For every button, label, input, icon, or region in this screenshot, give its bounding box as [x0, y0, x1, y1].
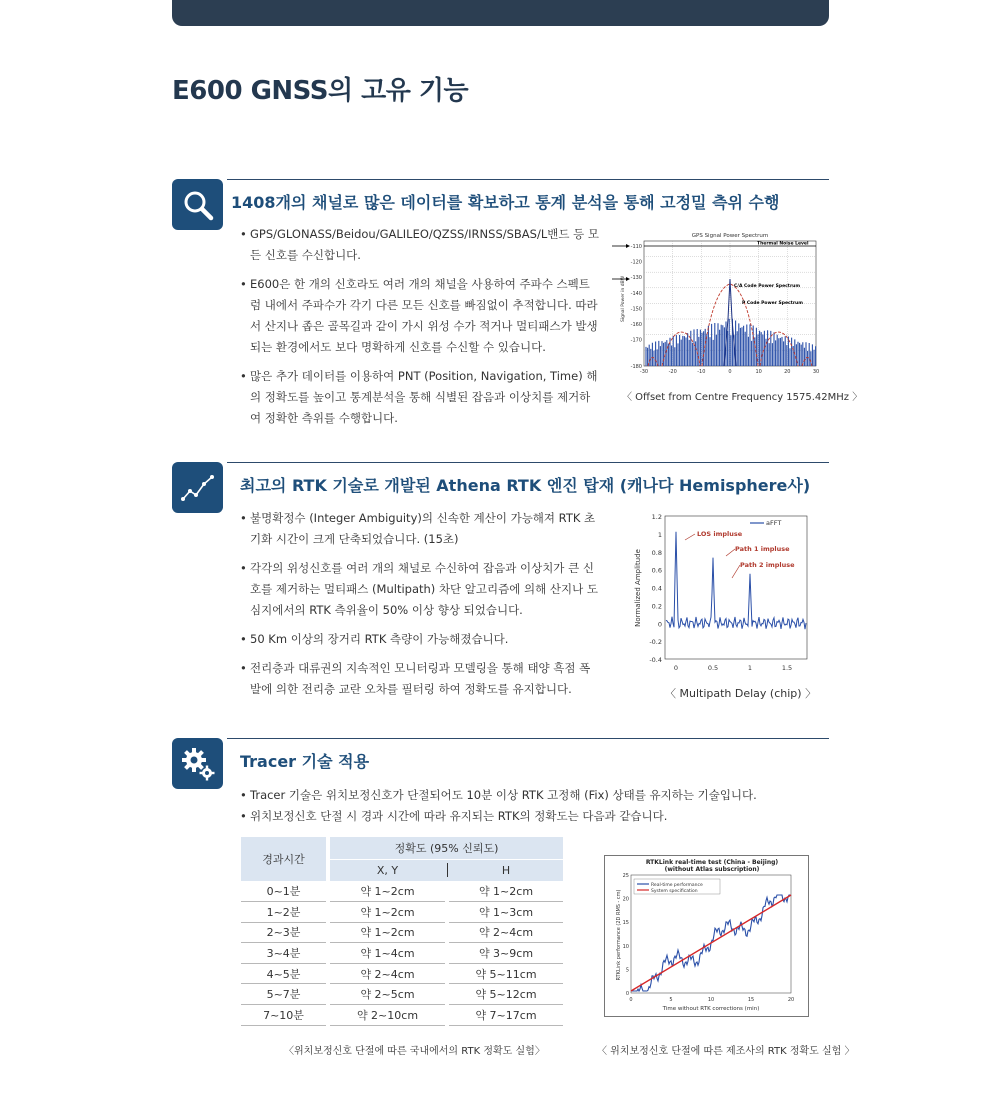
- search-icon: [172, 179, 223, 230]
- x-tick: 1.5: [781, 664, 793, 672]
- y-tick: -180: [630, 364, 642, 370]
- list-item: • E600은 한 개의 신호라도 여러 개의 채널을 사용하여 주파수 스펙트럼 내에서 주파수가 각기 다른 모든 신호를 빠짐없이 추적합니다. 따라서 산지나 좁은 골목길과 같이 가시 위성 수가 적거나 멀티패스가 발생되는 환경에서도 보다 명확하게 신호를 수신할 수 있습니다.: [240, 274, 600, 358]
- bullet-list: [240, 785, 829, 827]
- ca-label: C/A Code Power Spectrum: [734, 284, 801, 289]
- x-tick: -10: [697, 369, 706, 375]
- p-label: P Code Power Spectrum: [742, 301, 803, 306]
- y-tick: 0.2: [651, 602, 662, 611]
- x-tick: 20: [787, 997, 795, 1003]
- x-tick: 0: [629, 997, 633, 1003]
- list-item: • 위치보정신호 단절 시 경과 시간에 따라 유지되는 RTK의 정확도는 다음과 같습니다.: [240, 806, 829, 827]
- y-tick: -160: [630, 322, 642, 328]
- x-tick: 0: [673, 664, 679, 672]
- x-tick: 0: [728, 369, 732, 375]
- y-tick: 0.6: [651, 566, 662, 575]
- y-axis-label: Signal Power in dBW: [621, 275, 626, 323]
- x-tick: 20: [784, 369, 791, 375]
- y-tick: 5: [625, 967, 629, 974]
- path1-label: Path 1 impluse: [735, 545, 790, 553]
- y-tick: -0.2: [649, 638, 662, 647]
- table-row: 2~3분 약 1~2cm 약 2~4cm: [241, 922, 563, 943]
- table-header: X, Y: [330, 859, 445, 881]
- chart-title: RTKLink real-time test (China - Beijing): [645, 859, 779, 866]
- y-tick: 1: [657, 530, 662, 539]
- section-title: 1408개의 채널로 많은 데이터를 확보하고 통계 분석을 통해 고정밀 측위 수행: [231, 193, 780, 212]
- section-rtk: [172, 462, 829, 722]
- section-divider: [227, 738, 829, 739]
- y-tick: -0.4: [649, 656, 662, 664]
- list-item: • Tracer 기술은 위치보정신호가 단절되어도 10분 이상 RTK 고정해 (Fix) 상태를 유지하는 기술입니다.: [240, 785, 829, 806]
- y-tick: 15: [622, 920, 629, 927]
- top-banner: [172, 0, 829, 26]
- accuracy-table: [241, 837, 563, 1026]
- list-item: • 각각의 위성신호를 여러 개의 채널로 수신하여 잡음과 이상치가 큰 신호를 제거하는 멀티패스 (Multipath) 차단 알고리즘에 의해 산지나 도심지에서의 RTK 측위율이 50% 이상 향상 되었습니다.: [240, 558, 600, 621]
- legend-label: System specification: [651, 889, 698, 894]
- y-tick: 25: [622, 873, 629, 879]
- rtklink-chart: [604, 855, 809, 1017]
- section-divider: [227, 462, 829, 463]
- table-row: 4~5분 약 2~4cm 약 5~11cm: [241, 963, 563, 984]
- table-row: 7~10분 약 2~10cm 약 7~17cm: [241, 1005, 563, 1026]
- y-tick: 0.4: [651, 584, 662, 593]
- table-header: 경과시간: [241, 837, 326, 881]
- x-tick: 10: [755, 369, 762, 375]
- path2-label: Path 2 impluse: [740, 561, 795, 569]
- spectrum-chart: [612, 229, 822, 379]
- y-tick: -170: [630, 337, 642, 344]
- figure-caption: 〈 Multipath Delay (chip) 〉: [665, 687, 817, 700]
- y-tick: 0: [625, 991, 629, 997]
- section-divider: [227, 179, 829, 180]
- legend-label: Real-time performance: [651, 883, 703, 888]
- x-tick: -30: [639, 369, 649, 375]
- list-item: • 전리층과 대류권의 지속적인 모니터링과 모델링을 통해 태양 흑점 폭발에 의한 전리층 교란 오차를 필터링 하여 정확도를 유지합니다.: [240, 658, 600, 700]
- x-tick: 5: [669, 997, 673, 1003]
- table-caption: 〈위치보정신호 단절에 따른 국내에서의 RTK 정확도 실험〉: [284, 1046, 545, 1057]
- table-header: H: [449, 859, 563, 881]
- thermal-label: Thermal Noise Level: [757, 241, 809, 247]
- multipath-chart: [632, 510, 812, 675]
- x-tick: 30: [812, 369, 820, 375]
- section-title: Tracer 기술 적용: [240, 752, 370, 771]
- y-axis-label: RTKLink performance (2D RMS - cm): [616, 889, 622, 981]
- x-tick: 15: [747, 997, 755, 1003]
- trend-line-icon: [172, 462, 223, 513]
- y-axis-label: Normalized Amplitude: [634, 549, 642, 627]
- y-tick: 0.8: [651, 548, 662, 557]
- list-item: • 불명확정수 (Integer Ambiguity)의 신속한 계산이 가능해져 RTK 초기화 시간이 크게 단축되었습니다. (15초): [240, 508, 600, 550]
- gears-icon: [172, 738, 223, 789]
- table-row: 3~4분 약 1~4cm 약 3~9cm: [241, 943, 563, 964]
- y-tick: -130: [630, 275, 642, 282]
- y-tick: 1.2: [651, 513, 662, 521]
- page-title: E600 GNSS의 고유 기능: [172, 76, 469, 106]
- section-tracer: [172, 738, 855, 1068]
- legend-label: aFFT: [766, 519, 782, 527]
- x-axis-label: Time without RTK corrections (min): [662, 1006, 760, 1012]
- chart-subtitle: (without Atlas subscription): [664, 866, 760, 873]
- x-tick: 10: [707, 997, 715, 1003]
- y-tick: -150: [630, 306, 642, 313]
- y-tick: -110: [630, 244, 642, 250]
- y-tick: -120: [630, 259, 642, 266]
- table-row: 5~7분 약 2~5cm 약 5~12cm: [241, 984, 563, 1005]
- list-item: • 많은 추가 데이터를 이용하여 PNT (Position, Navigation, Time) 해의 정확도를 높이고 통계분석을 통해 식별된 잡음과 이상치를 제거하여 정확한 측위를 수행합니다.: [240, 366, 600, 429]
- los-label: LOS impluse: [697, 530, 743, 538]
- figure-caption: 〈 위치보정신호 단절에 따른 제조사의 RTK 정확도 실험 〉: [597, 1046, 855, 1057]
- bullet-list: [240, 224, 600, 437]
- section-title: 최고의 RTK 기술로 개발된 Athena RTK 엔진 탑재 (캐나다 Hemisphere사): [240, 476, 811, 495]
- list-item: • 50 Km 이상의 장거리 RTK 측량이 가능해졌습니다.: [240, 629, 600, 650]
- figure-caption: 〈 Offset from Centre Frequency 1575.42MHz 〉: [622, 392, 863, 403]
- x-tick: 1: [747, 664, 753, 672]
- y-tick: -140: [630, 290, 642, 297]
- y-tick: 10: [622, 943, 629, 950]
- bullet-list: [240, 508, 600, 708]
- table-header: 정확도 (95% 신뢰도): [330, 837, 563, 859]
- table-row: 1~2분 약 1~2cm 약 1~3cm: [241, 902, 563, 923]
- y-tick: 0: [657, 620, 662, 629]
- table-row: 0~1분 약 1~2cm 약 1~2cm: [241, 881, 563, 902]
- list-item: • GPS/GLONASS/Beidou/GALILEO/QZSS/IRNSS/SBAS/L밴드 등 모든 신호를 수신합니다.: [240, 224, 600, 266]
- chart-title: GPS Signal Power Spectrum: [691, 233, 769, 239]
- y-tick: 20: [622, 896, 629, 903]
- x-tick: 0.5: [707, 664, 719, 672]
- x-tick: -20: [668, 369, 677, 375]
- section-channels: [172, 179, 863, 439]
